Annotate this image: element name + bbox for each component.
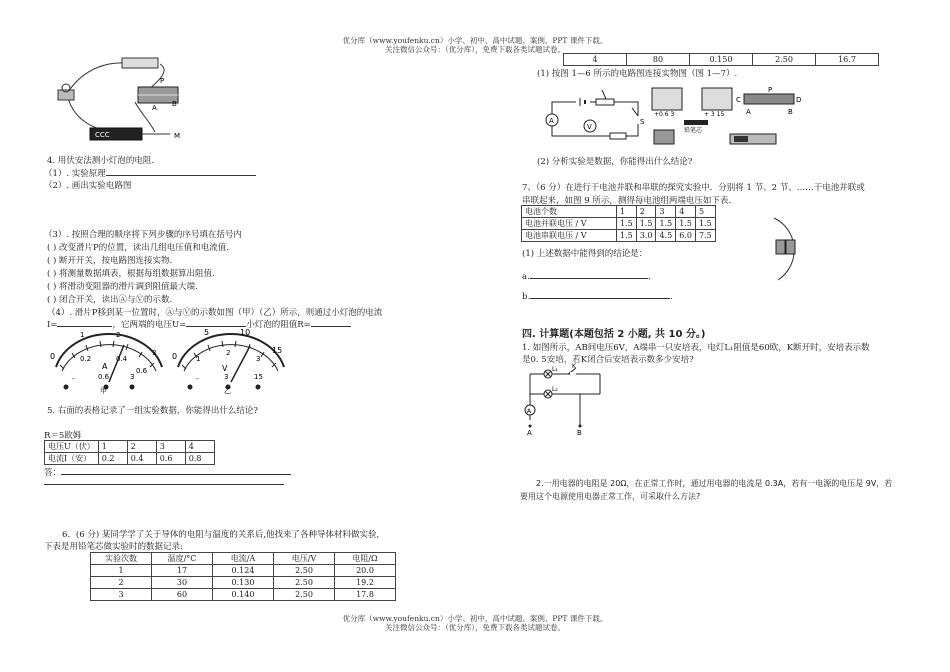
ammeter-terminal-minus: -	[72, 375, 75, 383]
q7-answer-b-blank[interactable]	[530, 298, 670, 299]
voltmeter-terminal-3: 3	[224, 373, 229, 381]
q5-text: 5. 右面的表格记录了一组实验数据，你能得出什么结论?	[47, 406, 258, 416]
q7-text-2: 串联起来，如图 9 所示，测得每电池组两端电压如下表.	[522, 196, 732, 206]
q7-cell: 1.5	[617, 218, 637, 230]
q4-sub1	[44, 167, 256, 179]
q4-current-label: I=	[47, 320, 58, 330]
q6-header-cell: 电流/A	[213, 553, 274, 565]
q4-sub4-line1: （4）. 滑片P移到某一位置时，Ⓐ与Ⓥ的示数如图（甲）（乙）所示，则通过小灯泡的电流	[47, 308, 383, 318]
voltmeter-label-1: 1	[196, 355, 201, 363]
page-header-line-2: 关注微信公众号：（优分库），免费下载各类试题试卷。	[385, 45, 565, 54]
q7-cell: 3	[656, 206, 676, 218]
q6-fig-label-p: P	[768, 86, 773, 94]
ammeter-label-1: 1	[80, 331, 85, 339]
q7-answer-a-blank[interactable]	[530, 278, 648, 279]
q7-cell: 1.5	[676, 218, 696, 230]
q7-question-1: (1) 上述数据中能得到的结论是：	[522, 249, 648, 259]
table-row	[522, 206, 716, 218]
page-header-line-1: 优分库（www.youfenku.cn）小学、初中、高中试题、案例、PPT 课件下载。	[342, 36, 608, 45]
apparatus-figure	[40, 52, 200, 142]
q4-resistance-blank[interactable]	[311, 326, 351, 327]
q7-cell: 1.5	[617, 230, 637, 242]
fig-label-a: A	[152, 104, 157, 112]
ammeter-label-0: 0	[50, 352, 56, 361]
q4-sub2: （2）. 画出实验电路图	[44, 181, 132, 191]
q4-resistance-label: 小灯泡的阻值R=	[246, 320, 311, 330]
ammeter-caption: 甲	[100, 387, 107, 395]
q4-step-4[interactable]: ( ) 将滑动变阻器的滑片调到阻值最大端.	[47, 282, 198, 292]
ammeter-label-06: 0.6	[136, 367, 148, 375]
q7-cell: 电池并联电压 / V	[522, 218, 617, 230]
q6-table-continued	[563, 53, 879, 66]
q6-cell: 2.50	[274, 577, 335, 589]
q6-fig-label-pencil: 铅笔芯	[684, 127, 703, 134]
q6-cell: 2.50	[274, 589, 335, 601]
svg-text:A: A	[549, 117, 554, 125]
q6-cell: 2.50	[753, 54, 816, 66]
q7-cell: 电池个数	[522, 206, 617, 218]
q4-step-3[interactable]: ( ) 将测量数据填表，根据每组数据算出阻值.	[47, 269, 215, 279]
q5-cell: 3	[156, 441, 185, 453]
svg-text:A: A	[527, 408, 532, 415]
ammeter-terminal-06: 0.6	[98, 373, 110, 381]
q5-cell: 0.2	[98, 453, 127, 465]
table-row	[91, 577, 396, 589]
q6-header-cell: 温度/°C	[152, 553, 213, 565]
calc-q1-line1: 1. 如图所示，AB间电压6V，A端串一只安培表，电灯L₁阻值是60欧，K断开时，安培表示数	[522, 343, 870, 353]
q4-sub1-label: （1）. 实验原理	[44, 169, 106, 179]
q4-step-2[interactable]: ( ) 断开开关，按电路图连接实物.	[47, 256, 173, 266]
q6-cell: 17.8	[335, 589, 396, 601]
q6-cell: 0.130	[213, 577, 274, 589]
q6-header-cell: 电压/V	[274, 553, 335, 565]
table-row	[91, 553, 396, 565]
q6-part2: (2) 分析实验是数据，你能得出什么结论?	[537, 157, 693, 167]
voltmeter-label-3: 3	[256, 355, 261, 363]
q5-cell: 1	[98, 441, 127, 453]
q5-answer-blank-1[interactable]	[61, 474, 291, 475]
svg-text:CCC: CCC	[95, 131, 110, 139]
voltmeter-terminal-15: 15	[254, 373, 263, 381]
q7-answer-b-tail: .	[670, 292, 673, 302]
q6-cell: 3	[91, 589, 152, 601]
q6-part1: (1) 按图 1—6 所示的电路图连接实物图（图 1—7）.	[537, 69, 738, 79]
ammeter-terminal-3: 3	[130, 373, 135, 381]
voltmeter-dial	[168, 327, 292, 393]
voltmeter-label-5: 5	[204, 328, 210, 337]
q6-text-1: 6．(6 分) 某同学学了关于导体的电阻与温度的关系后,他找来了各种导体材料做实验,	[62, 530, 380, 540]
voltmeter-label-10: 10	[240, 328, 251, 337]
calc-fig-label-b: B	[577, 429, 582, 437]
q6-table	[90, 552, 396, 601]
voltmeter-caption: 乙	[224, 387, 231, 395]
page-footer-line-1: 优分库（www.youfenku.cn）小学、初中、高中试题、案例、PPT 课件下载。	[342, 614, 608, 623]
voltmeter-label-15: 15	[272, 346, 283, 355]
table-row	[564, 54, 879, 66]
voltmeter-unit: V	[222, 364, 228, 373]
q6-cell: 1	[91, 565, 152, 577]
q7-answer-a-tail: 、	[647, 272, 657, 282]
q4-step-1[interactable]: ( ) 改变滑片P的位置，读出几组电压值和电流值.	[47, 243, 229, 253]
calc-q2-line2: 要用这个电源使用电器正常工作，可采取什么方法?	[520, 492, 701, 501]
table-row	[522, 230, 716, 242]
table-row	[91, 565, 396, 577]
q7-cell: 2	[636, 206, 656, 218]
q4-sub1-blank[interactable]	[106, 175, 256, 176]
calc-fig-label-a: A	[527, 429, 532, 437]
battery-figure	[768, 214, 804, 284]
q6-fig-label-c: C	[736, 96, 741, 104]
q5-answer	[44, 466, 291, 478]
ammeter-unit: A	[102, 362, 108, 371]
q6-header-cell: 实验次数	[91, 553, 152, 565]
q7-answer-b-label: b.	[522, 292, 531, 302]
calc-q1-circuit	[518, 362, 618, 436]
q5-cell: 4	[185, 441, 214, 453]
q5-answer-blank-2[interactable]	[44, 480, 284, 485]
voltmeter-label-2: 2	[226, 349, 231, 357]
calc-fig-label-k: K	[572, 363, 576, 370]
q5-cell: 0.6	[156, 453, 185, 465]
q6-header-cell: 电阻/Ω	[335, 553, 396, 565]
q7-cell: 7.5	[695, 230, 715, 242]
q6-fig-label-v-terms: + 3 15	[704, 111, 725, 118]
q7-answer-b	[522, 292, 673, 302]
calc-q1-line2: 是0. 5安培，若K闭合后安培表示数多少安培?	[522, 355, 694, 365]
q6-cell: 20.0	[335, 565, 396, 577]
q5-answer-label: 答：	[44, 468, 62, 478]
q5-table	[44, 440, 215, 465]
q6-apparatus	[650, 80, 800, 152]
q5-r-label: R＝5欧姆	[44, 431, 82, 441]
q4-sub3: （3）. 按照合理的顺序将下列步骤的序号填在括号内	[44, 230, 242, 240]
section-4-title: 四. 计算题(本题包括 2 小题, 共 10 分。)	[522, 329, 706, 340]
ammeter-label-02: 0.2	[80, 355, 92, 363]
q6-fig-label-a: A	[746, 108, 751, 116]
q6-cell: 0.150	[690, 54, 753, 66]
q5-cell: 0.4	[127, 453, 156, 465]
fig-label-b: B	[172, 100, 177, 108]
q4-title: 4. 用伏安法测小灯泡的电阻.	[47, 156, 155, 166]
q7-cell: 3.0	[636, 230, 656, 242]
q7-table	[521, 205, 716, 242]
q6-fig-label-b: B	[788, 108, 793, 116]
q7-cell: 6.0	[676, 230, 696, 242]
q4-voltage-label: ，它两端的电压U=	[112, 320, 187, 330]
page-footer-line-2: 关注微信公众号：（优分库），免费下载各类试题试卷。	[385, 623, 565, 632]
svg-text:V: V	[587, 123, 592, 131]
ammeter-dial	[44, 327, 174, 393]
q6-cell: 30	[152, 577, 213, 589]
q6-fig-label-a-terms: +0.6 3	[654, 111, 675, 118]
q7-cell: 1.5	[695, 218, 715, 230]
q7-answer-a	[522, 270, 656, 282]
table-row	[91, 589, 396, 601]
q5-cell: 0.8	[185, 453, 214, 465]
calc-fig-label-l1: L₁	[552, 366, 558, 373]
voltmeter-label-0: 0	[172, 352, 178, 361]
q6-cell: 16.7	[816, 54, 879, 66]
calc-fig-label-l2: L₂	[552, 386, 558, 393]
q6-cell: 80	[627, 54, 690, 66]
table-row	[45, 441, 215, 453]
q5-cell: 2	[127, 441, 156, 453]
q7-cell: 5	[695, 206, 715, 218]
table-row	[522, 218, 716, 230]
fig-label-p: P	[160, 77, 165, 85]
voltmeter-terminal-minus: -	[196, 375, 199, 383]
q6-text-2: 下表是用铅笔芯做实验时的数据记录:	[44, 542, 183, 552]
q6-cell: 2	[91, 577, 152, 589]
ammeter-label-04: 0.4	[116, 355, 128, 363]
q5-cell: 电流I（安）	[45, 453, 99, 465]
q7-cell: 4	[676, 206, 696, 218]
ammeter-label-2: 2	[116, 331, 121, 339]
q7-cell: 1.5	[636, 218, 656, 230]
q7-cell: 1.5	[656, 218, 676, 230]
q5-cell: 电压U（伏）	[45, 441, 99, 453]
q6-fig-label-d: D	[796, 96, 802, 104]
q4-step-5[interactable]: ( ) 闭合开关，读出Ⓐ与Ⓥ的示数.	[47, 295, 173, 305]
table-row	[45, 453, 215, 465]
q6-cell: 0.124	[213, 565, 274, 577]
q6-cell: 0.140	[213, 589, 274, 601]
q6-cell: 2.50	[274, 565, 335, 577]
q6-circuit-diagram	[540, 78, 650, 148]
q6-cell: 60	[152, 589, 213, 601]
q6-fig-label-s: S	[640, 118, 645, 126]
q7-answer-a-label: a.	[522, 272, 530, 282]
q7-cell: 1	[617, 206, 637, 218]
ammeter-label-3: 3	[152, 349, 157, 357]
q6-cell: 19.2	[335, 577, 396, 589]
fig-label-m: M	[174, 132, 181, 140]
q6-cell: 17	[152, 565, 213, 577]
q7-cell: 电池串联电压 / V	[522, 230, 617, 242]
q6-cell: 4	[564, 54, 627, 66]
q7-text-1: 7、（6 分）在进行干电池并联和串联的探究实验中．分别将 1 节、2 节、……干电池并联或	[522, 183, 865, 193]
calc-q2-line1: 2.一用电器的电阻是 20Ω，在正常工作时，通过用电器的电流是 0.3A，若有一电源的电压是 9V，若	[536, 479, 893, 488]
q7-cell: 4.5	[656, 230, 676, 242]
